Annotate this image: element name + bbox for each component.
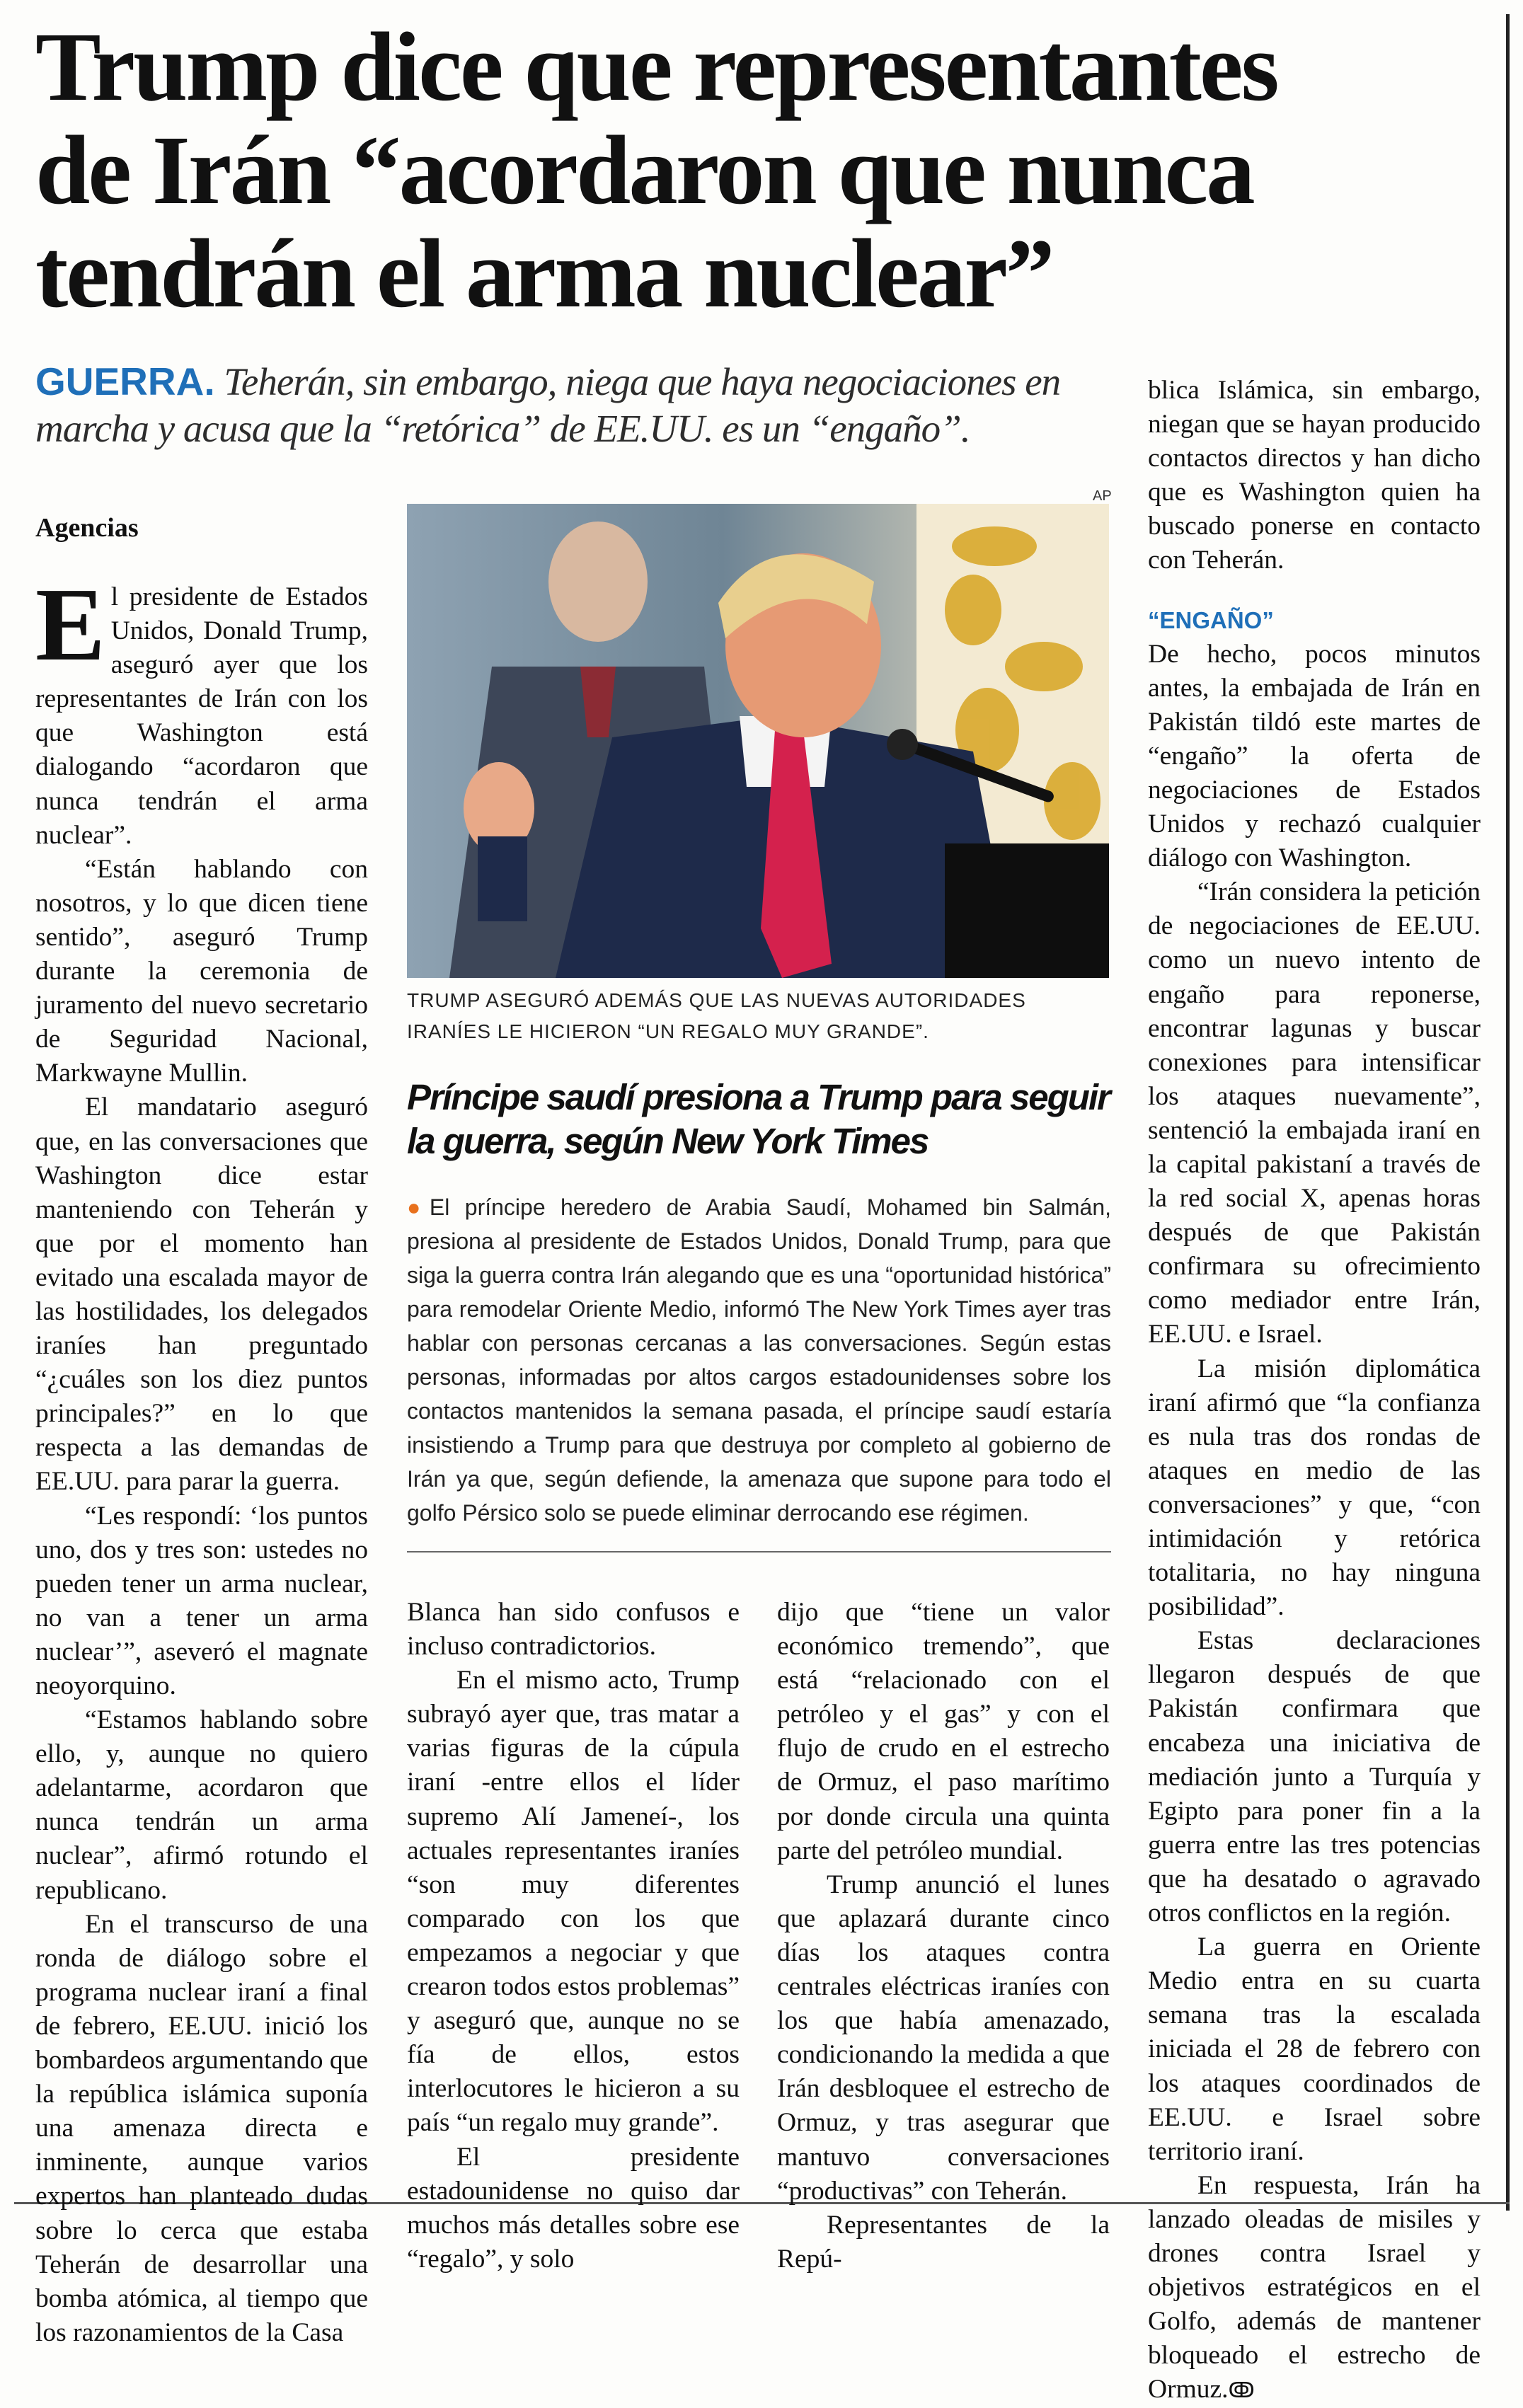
- drop-cap: E: [35, 567, 105, 683]
- column-4: [1148, 374, 1481, 2408]
- paragraph-text: En respuesta, Irán ha lanzado oleadas de misiles y drones contra Israel y objetivos estratégicos en el Golfo, además de mantener bloqueado el estrecho de Ormuz.: [1148, 2170, 1481, 2404]
- paragraph: “Irán considera la petición de negociaciones de EE.UU. como un nuevo intento de engaño para reponerse, encontrar lagunas y buscar conexiones para intensificar los ataques nuevamente”, sentenció la embajada iraní en la capital pakistaní a través de la red social X, apenas horas después de que Pakistán confirmara su ofrecimiento como mediador entre Irán, EE.UU. e Israel.: [1148, 877, 1481, 1349]
- sidebar-title: Príncipe saudí presiona a Trump para seguir la guerra, según New York Times: [407, 1077, 1110, 1161]
- photo-credit: AP: [1093, 488, 1112, 504]
- deck: [35, 358, 1139, 452]
- paragraph: La guerra en Oriente Medio entra en su cuarta semana tras la escalada iniciada el 28 de febrero con los ataques coordinados de EE.UU. e Israel sobre territorio iraní.: [1148, 1932, 1481, 2166]
- photo-caption: TRUMP ASEGURÓ ADEMÁS QUE LAS NUEVAS AUTORIDADES IRANÍES LE HICIERON “UN REGALO MUY GRANDE”.: [407, 989, 1026, 1042]
- deck-text: Teherán, sin embargo, niega que haya negociaciones en marcha y acusa que la “retórica” de EE.UU. es un “engaño”.: [35, 360, 1061, 450]
- paragraph: En el transcurso de una ronda de diálogo sobre el programa nuclear iraní a final de febrero, EE.UU. inició los bombardeos argumentando que la república islámica suponía una amenaza directa e inminente, aunque varios expertos han planteado dudas sobre lo cerca que estaba Teherán de desarrollar una bomba atómica, al tiempo que los razonamientos de la Casa: [35, 1909, 369, 2347]
- sidebar-divider: [407, 1551, 1111, 1552]
- paragraph: “Están hablando con nosotros, y lo que dicen tiene sentido”, aseguró Trump durante la ceremonia de juramento del nuevo secretario de Seguridad Nacional, Markwayne Mullin.: [35, 854, 368, 1088]
- page-edge-rule: [1506, 14, 1510, 2211]
- byline: Agencias: [35, 513, 139, 543]
- subhead: “ENGAÑO”: [1148, 606, 1274, 633]
- headline-line-1: Trump dice que representantes: [35, 13, 1277, 122]
- section-tag: GUERRA.: [35, 359, 215, 403]
- paragraph: “Estamos hablando sobre ello, y, aunque no quiero adelantarme, acordaron que nunca tendrán un arma nuclear”, afirmó rotundo el republicano.: [35, 1705, 368, 1905]
- sidebar-body: [407, 1190, 1111, 1530]
- bullet-icon: ●: [407, 1194, 430, 1220]
- headline-line-3: tendrán el arma nuclear”: [35, 219, 1053, 328]
- column-2: [407, 1596, 740, 2276]
- paragraph: blica Islámica, sin embargo, niegan que se hayan producido contactos directos y han dicho que es Washington quien ha buscado ponerse en contacto con Teherán.: [1148, 376, 1481, 575]
- paragraph: La misión diplomática iraní afirmó que “la confianza es nula tras dos rondas de ataques en medio de las conversaciones” y que, “con intimidación y retórica totalitaria, no hay ninguna posibilidad”.: [1148, 1354, 1481, 1622]
- paragraph: Trump anunció el lunes que aplazará durante cinco días los ataques contra centrales eléctricas iraníes con los que había amenazado, condicionando la medida a que Irán desbloquee el estrecho de Ormuz, y tras asegurar que mantuvo conversaciones “productivas” con Teherán.: [777, 1870, 1110, 2206]
- paragraph: El presidente estadounidense no quiso dar muchos más detalles sobre ese “regalo”, y solo: [407, 2142, 740, 2274]
- paragraph: [1148, 2169, 1481, 2408]
- paragraph: Blanca han sido confusos e incluso contradictorios.: [407, 1598, 740, 1661]
- column-1: [35, 567, 369, 2350]
- paragraph: [35, 567, 368, 853]
- paragraph: dijo que “tiene un valor económico tremendo”, que está “relacionado con el petróleo y el gas” y con el flujo de crudo en el estrecho de Ormuz, el paso marítimo por donde circula una quinta parte del petróleo mundial.: [777, 1598, 1110, 1865]
- paragraph: “Les respondí: ‘los puntos uno, dos y tres son: ustedes no pueden tener un arma nuclear, no van a tener un arma nuclear’”, aseveró el magnate neoyorquino.: [35, 1501, 368, 1700]
- paragraph: De hecho, pocos minutos antes, la embajada de Irán en Pakistán tildó este martes de “engaño” la oferta de negociaciones de Estados Unidos y rechazó cualquier diálogo con Washington.: [1148, 639, 1481, 873]
- headline: [35, 13, 1493, 328]
- photo-illustration: [407, 504, 1109, 978]
- headline-line-2: de Irán “acordaron que nunca: [35, 116, 1253, 225]
- paragraph: Representantes de la Repú-: [777, 2210, 1110, 2274]
- news-photo: [407, 504, 1109, 978]
- paragraph: El mandatario aseguró que, en las conversaciones que Washington dice estar manteniendo con Teherán y que por el momento han evitado una escalada mayor de las hostilidades, los delegados iraníes han preguntado “¿cuáles son los diez puntos principales?” en lo que respecta a las demandas de EE.UU. para parar la guerra.: [35, 1093, 368, 1497]
- paragraph: En el mismo acto, Trump subrayó ayer que, tras matar a varias figuras de la cúpula iraní -entre ellos el líder supremo Alí Jameneí-, los actuales representantes iraníes “son muy diferentes comparado con los que empezamos a negociar y que crearon todos estos problemas” y aseguró que, aunque no se fía de ellos, estos interlocutores le hicieron a su país “un regalo muy grande”.: [407, 1666, 740, 2138]
- column-3: [777, 1596, 1110, 2276]
- sidebar-text: El príncipe heredero de Arabia Saudí, Mohamed bin Salmán, presiona al presidente de Estados Unidos, Donald Trump, para que siga la guerra contra Irán alegando que es una “oportunidad histórica” para remodelar Oriente Medio, informó The New York Times ayer tras hablar con personas cercanas a las conversaciones. Según estas personas, informadas por altos cargos estadounidenses sobre los contactos mantenidos la semana pasada, el príncipe saudí estaría insistiendo a Trump para que destruya por completo al gobierno de Irán ya que, según defiende, la amenaza que supone para todo el golfo Pérsico solo se puede eliminar derrocando ese régimen.: [407, 1194, 1111, 1526]
- paragraph: Estas declaraciones llegaron después de que Pakistán confirmara que encabeza una iniciativa de mediación junto a Turquía y Egipto para poner fin a la guerra entre las tres potencias que ha desatado o agravado otros conflictos en la región.: [1148, 1626, 1481, 1928]
- paragraph-text: l presidente de Estados Unidos, Donald Trump, aseguró ayer que los representantes de Irán con los que Washington está dialogando “acordaron que nunca tendrán el arma nuclear”.: [35, 582, 368, 850]
- end-mark-icon: ↂ: [1228, 2378, 1255, 2404]
